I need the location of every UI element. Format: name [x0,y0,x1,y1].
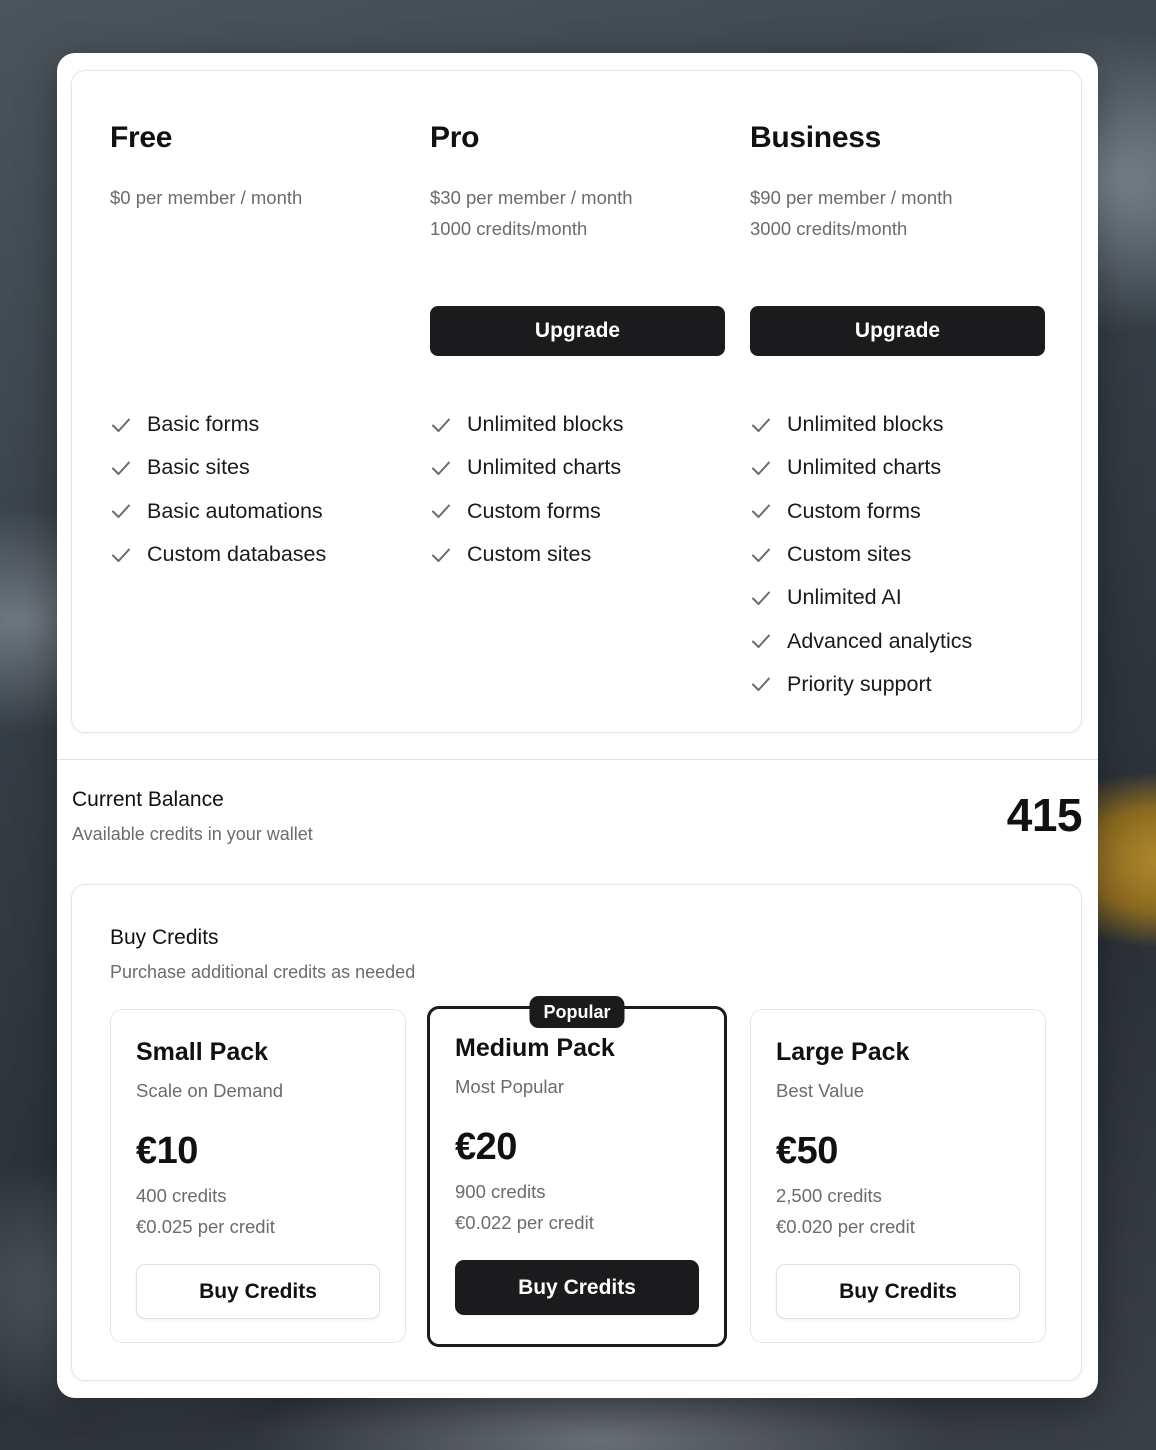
popular-badge: Popular [529,996,624,1028]
check-icon [750,457,772,479]
feature-label: Custom sites [787,542,912,567]
feature-item [430,446,624,489]
pack-credits: 900 credits [455,1181,546,1202]
check-icon [750,414,772,436]
buy-credits-card [71,884,1082,1381]
check-icon [750,500,772,522]
upgrade-button-business[interactable]: Upgrade [750,306,1045,356]
feature-label: Custom forms [467,498,601,523]
feature-label: Unlimited AI [787,585,902,610]
feature-item [750,619,972,662]
plan-price-line: $90 per member / month [750,187,953,208]
pack-price: €20 [455,1126,517,1168]
plan-credits-line: 1000 credits/month [430,218,588,239]
buy-credits-subtitle: Purchase additional credits as needed [110,962,416,982]
pack-per-credit: €0.025 per credit [136,1216,275,1237]
pack-tagline: Most Popular [455,1076,564,1097]
pack-price: €10 [136,1130,198,1172]
feature-label: Basic automations [147,498,323,523]
plan-price-line: $30 per member / month [430,187,633,208]
check-icon [750,673,772,695]
check-icon [110,457,132,479]
feature-item [110,533,326,576]
plans-card [71,70,1082,733]
check-icon [110,500,132,522]
plan-name: Business [750,121,881,154]
feature-item [750,576,972,619]
feature-item [430,490,624,533]
pack-content [136,1010,380,1342]
feature-label: Custom databases [147,542,327,567]
pack-content [455,1006,699,1344]
balance-title: Current Balance [72,788,224,811]
feature-item [750,533,972,576]
plan-price-line: $0 per member / month [110,187,303,208]
pack-per-credit: €0.020 per credit [776,1216,915,1237]
pack-tagline: Scale on Demand [136,1080,284,1101]
feature-label: Unlimited charts [787,455,942,480]
buy-credits-button-medium[interactable]: Buy Credits [455,1260,699,1315]
check-icon [110,544,132,566]
pack-small [110,1009,406,1343]
buy-credits-title: Buy Credits [110,926,219,949]
feature-label: Basic sites [147,455,250,480]
feature-item [430,533,624,576]
feature-item [110,446,326,489]
balance-value: 415 [1006,789,1082,841]
pack-per-credit: €0.022 per credit [455,1212,594,1233]
pack-content [776,1010,1020,1342]
feature-label: Unlimited blocks [467,412,624,437]
plan-price [430,182,633,244]
check-icon [750,544,772,566]
pack-credits: 2,500 credits [776,1185,882,1206]
plan-name: Free [110,121,173,154]
feature-item [430,403,624,446]
check-icon [110,414,132,436]
plan-name: Pro [430,121,480,154]
feature-label: Advanced analytics [787,628,973,653]
feature-item [110,403,326,446]
check-icon [430,414,452,436]
pack-credits: 400 credits [136,1185,227,1206]
feature-label: Unlimited blocks [787,412,944,437]
feature-label: Custom forms [787,498,921,523]
feature-label: Unlimited charts [467,455,622,480]
check-icon [750,630,772,652]
feature-label: Custom sites [467,542,592,567]
feature-item [750,490,972,533]
buy-credits-button-large[interactable]: Buy Credits [776,1264,1020,1319]
feature-list [430,403,624,576]
feature-item [110,490,326,533]
upgrade-button-pro[interactable]: Upgrade [430,306,725,356]
pack-large [750,1009,1046,1343]
plan-price [750,182,953,244]
feature-label: Priority support [787,671,932,696]
feature-item [750,663,972,706]
feature-item [750,446,972,489]
pack-medium [427,1001,727,1347]
pricing-panel [57,53,1098,1398]
buy-credits-button-small[interactable]: Buy Credits [136,1264,380,1319]
plan-credits-line: 3000 credits/month [750,218,908,239]
check-icon [430,544,452,566]
feature-label: Basic forms [147,412,260,437]
pack-price: €50 [776,1130,838,1172]
feature-list [750,403,972,706]
pack-tagline: Best Value [776,1080,865,1101]
feature-item [750,403,972,446]
pack-name: Medium Pack [455,1034,615,1062]
feature-list [110,403,326,576]
section-divider [57,759,1098,760]
plan-price [110,182,302,213]
check-icon [750,587,772,609]
check-icon [430,457,452,479]
check-icon [430,500,452,522]
pack-name: Small Pack [136,1038,269,1066]
pack-name: Large Pack [776,1038,910,1066]
balance-subtitle: Available credits in your wallet [72,824,313,844]
